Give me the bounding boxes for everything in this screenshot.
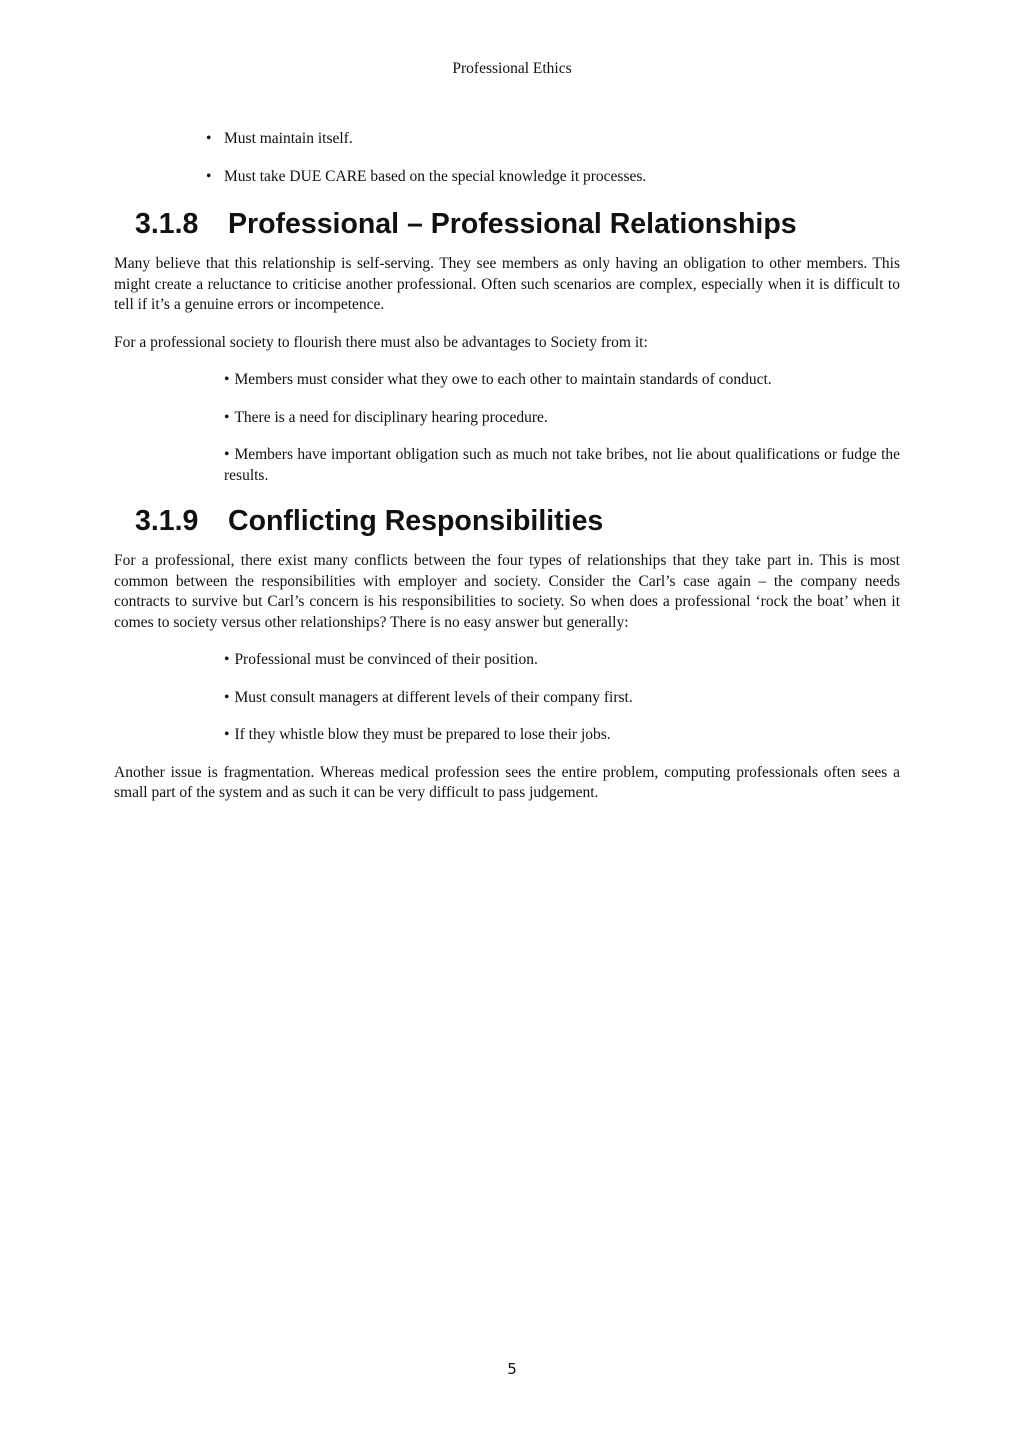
section-number: 3.1.8 <box>135 208 199 240</box>
section-title: Conflicting Responsibilities <box>228 505 604 537</box>
running-header: Professional Ethics <box>452 60 572 77</box>
list-item: • Must consult managers at different levels of their company first. <box>224 688 633 706</box>
page-content <box>114 128 900 821</box>
page-number: 5 <box>507 1360 517 1378</box>
paragraph: For a professional, there exist many conflicts between the four types of relationships that they take part in. This is most common between the responsibilities with employer and society. Consider the Carl’s case again – the company needs contracts to survive but Carl’s concern is his responsibilities to society. So when does a professional ‘rock the boat’ when it comes to society versus other relationships? There is no easy answer but generally: <box>114 552 900 631</box>
bullet-icon: • <box>224 446 230 463</box>
list-item: • Professional must be convinced of their position. <box>224 651 538 668</box>
bullet-icon: • <box>224 408 230 426</box>
list-item: • There is a need for disciplinary hearing procedure. <box>224 408 548 426</box>
bullet-list <box>114 370 900 486</box>
list-item: • Must take DUE CARE based on the special knowledge it processes. <box>206 166 900 187</box>
paragraph: Another issue is fragmentation. Whereas medical profession sees the entire problem, computing professionals often sees a small part of the system and as such it can be very difficult to pass judgement. <box>114 763 900 801</box>
list-item: • If they whistle blow they must be prepared to lose their jobs. <box>224 726 611 743</box>
section-title: Professional – Professional Relationships <box>228 208 797 240</box>
section-heading-3-1-8 <box>114 206 900 242</box>
bullet-icon: • <box>224 371 230 388</box>
paragraph: For a professional society to flourish there must also be advantages to Society from it: <box>114 333 648 351</box>
bullet-list <box>114 650 900 746</box>
list-item: • Must maintain itself. <box>206 128 900 149</box>
list-item: • Members have important obligation such as much not take bribes, not lie about qualifications or fudge the results. <box>224 446 900 484</box>
bullet-icon: • <box>224 651 230 668</box>
paragraph: Many believe that this relationship is self-serving. They see members as only having an obligation to other members. This might create a reluctance to criticise another professional. Often such scenarios are complex, especially when it is difficult to tell if it’s a genuine errors or incompetence. <box>114 255 900 313</box>
bullet-icon: • <box>224 726 230 743</box>
bullet-icon: • <box>224 688 230 706</box>
list-item: • Members must consider what they owe to each other to maintain standards of conduct. <box>224 371 772 388</box>
top-bullet-list <box>114 128 900 187</box>
section-heading-3-1-9 <box>114 503 900 539</box>
section-number: 3.1.9 <box>135 505 199 537</box>
